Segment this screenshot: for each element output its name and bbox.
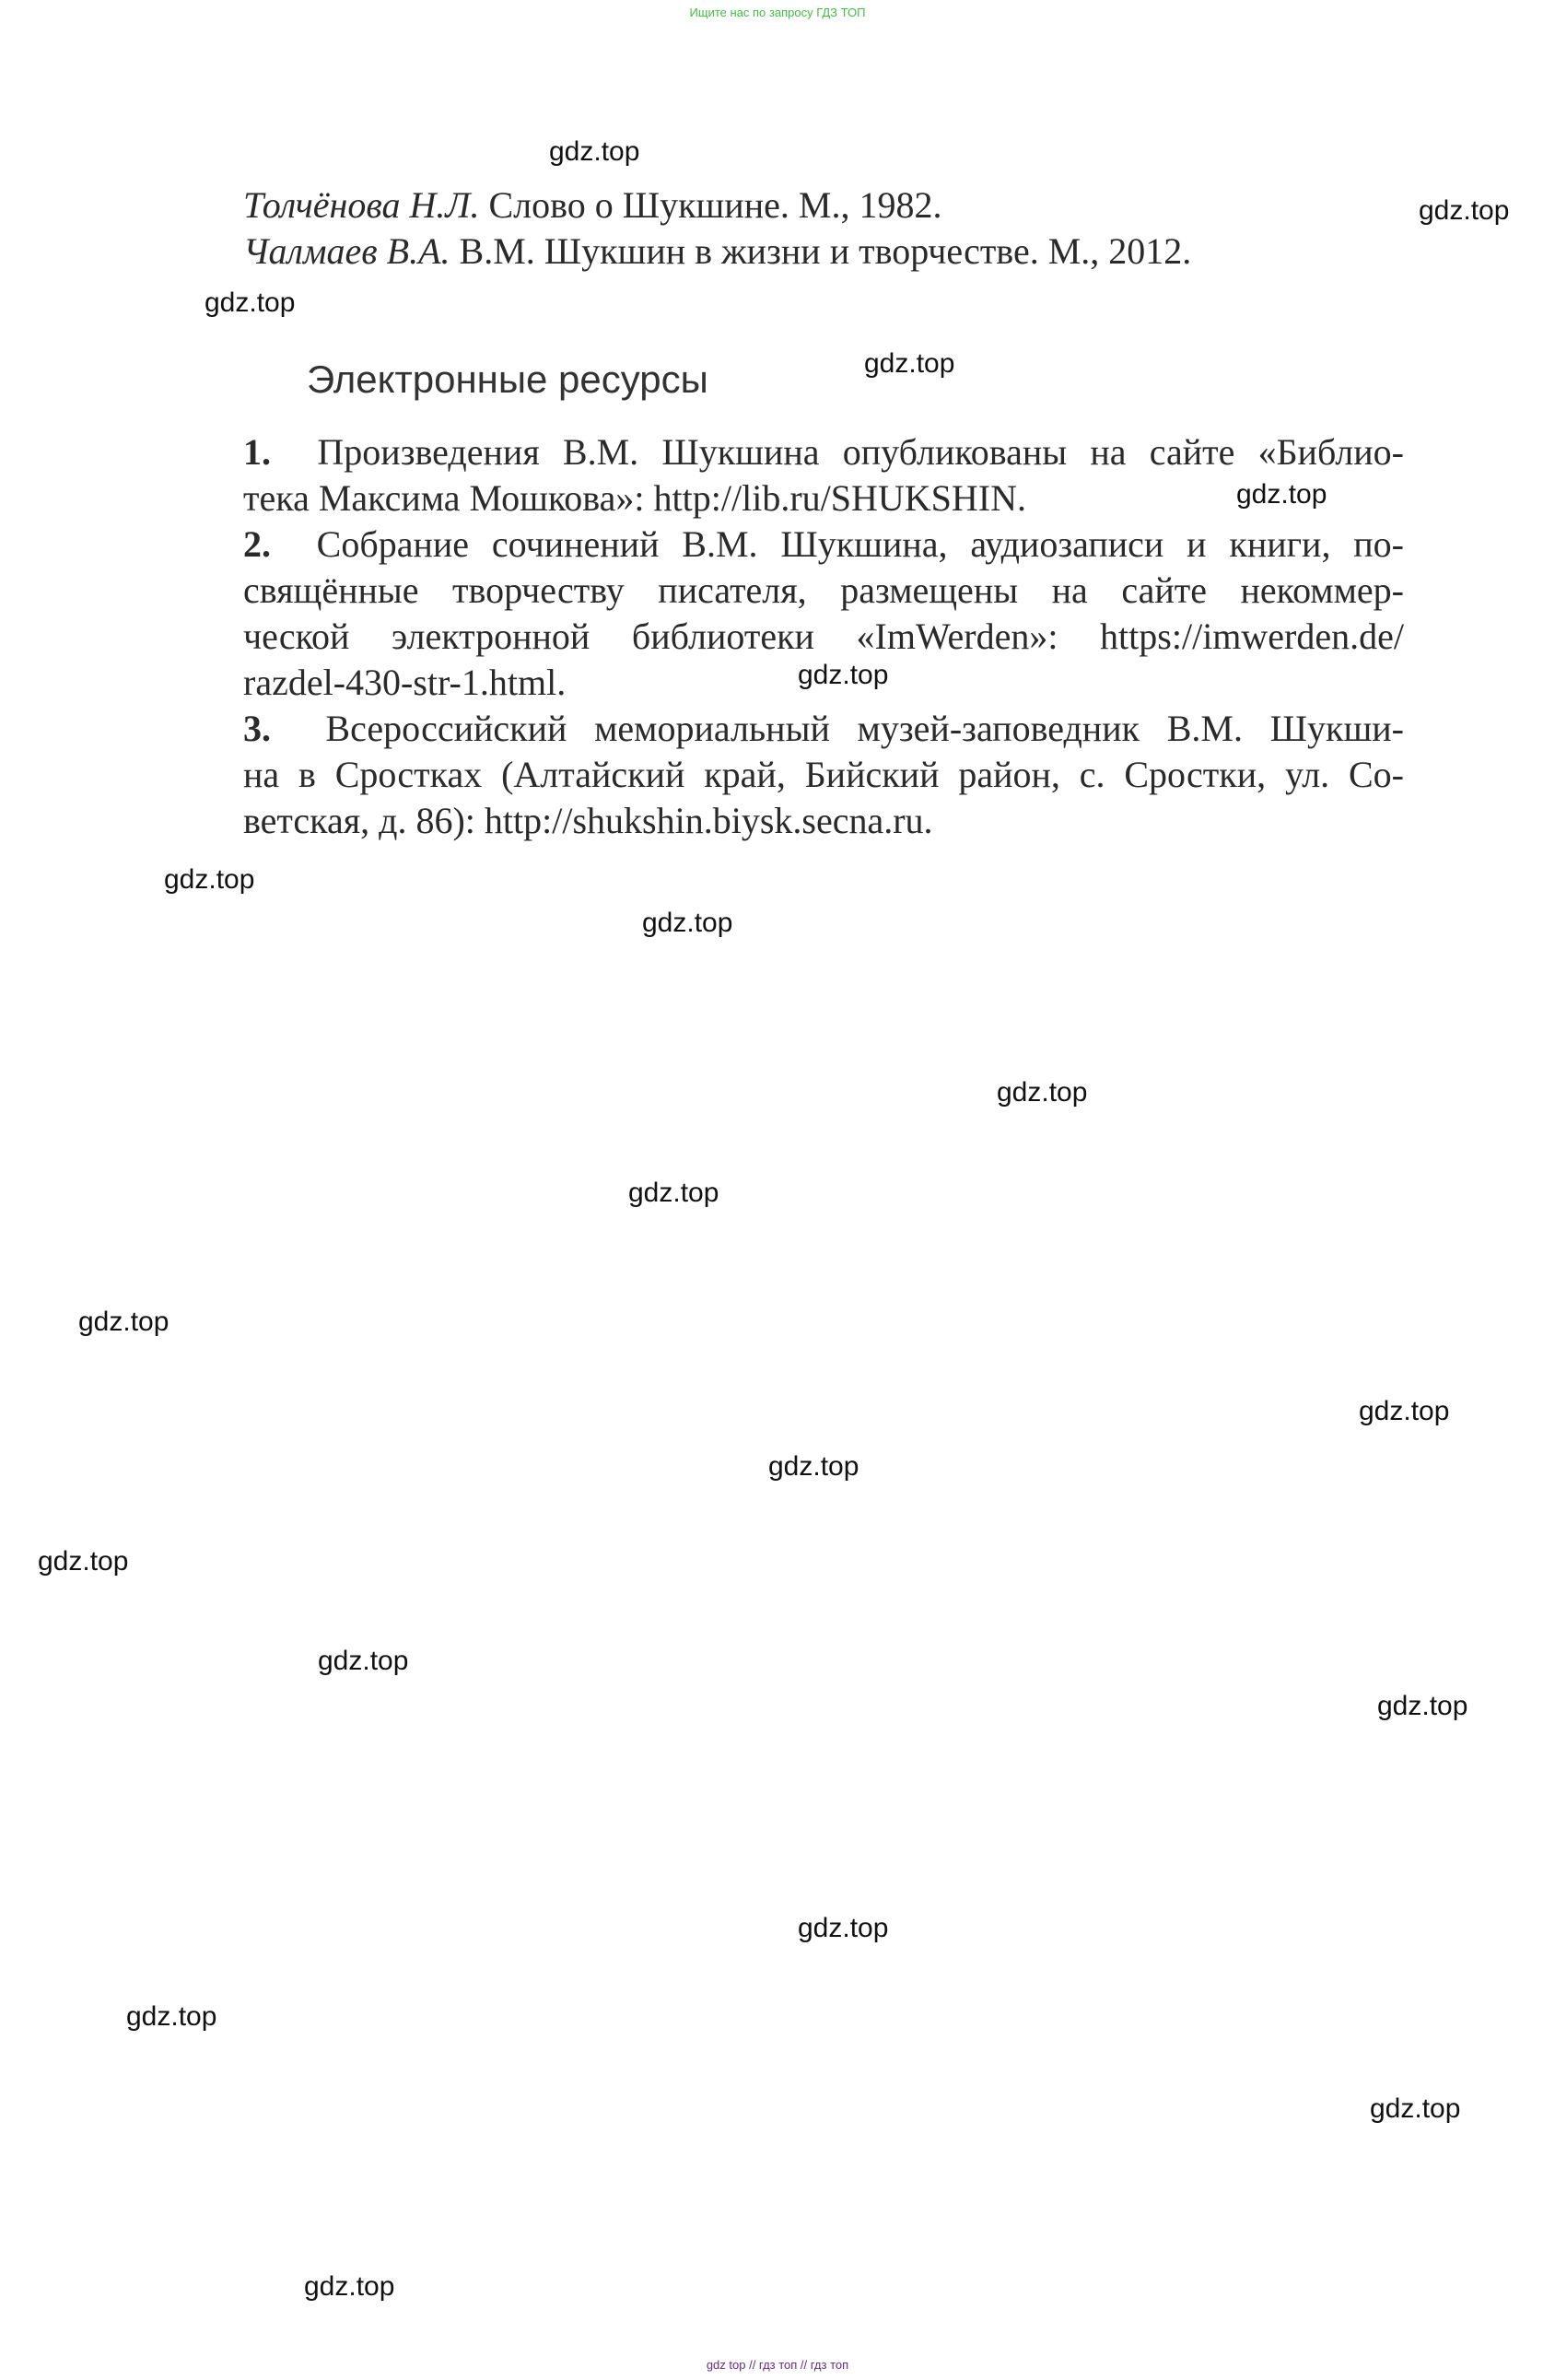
bibliography-entry <box>243 229 1191 275</box>
watermark: gdz.top <box>549 136 640 167</box>
watermark: gdz.top <box>205 287 296 318</box>
resource-number: 3. <box>243 708 271 749</box>
top-banner: Ищите нас по запросу ГДЗ ТОП <box>689 6 866 19</box>
watermark: gdz.top <box>1236 479 1327 510</box>
watermark: gdz.top <box>798 1913 889 1943</box>
resource-number: 2. <box>243 523 271 565</box>
resource-number: 1. <box>243 431 271 473</box>
resource-line: свящённые творчеству писателя, размещены на сайте некоммер- <box>243 569 1404 611</box>
resource-line: 1. Произведения В.М. Шукшина опубликованы на сайте «Библио- <box>243 431 1404 473</box>
resource-item <box>243 429 1404 522</box>
watermark: gdz.top <box>38 1546 129 1577</box>
bibliography-author: Толчёнова Н.Л. <box>243 184 480 226</box>
watermark: gdz.top <box>628 1178 719 1208</box>
resource-line: ческой электронной библиотеки «ImWerden»: https://imwerden.de/ <box>243 616 1404 657</box>
section-title: Электронные ресурсы <box>307 358 708 401</box>
watermark: gdz.top <box>798 660 889 690</box>
watermark: gdz.top <box>304 2271 395 2302</box>
resource-line: тека Максима Мошкова»: http://lib.ru/SHUKSHIN. <box>243 477 1026 519</box>
resource-line: 2. Собрание сочинений В.М. Шукшина, аудиозаписи и книги, по- <box>243 523 1405 565</box>
resource-line: razdel-430-str-1.html. <box>243 662 567 703</box>
bibliography-text: Слово о Шукшине. М., 1982. <box>479 184 942 226</box>
watermark: gdz.top <box>126 2001 217 2032</box>
watermark: gdz.top <box>78 1307 170 1337</box>
watermark: gdz.top <box>1419 195 1510 226</box>
watermark: gdz.top <box>1370 2093 1461 2124</box>
watermark: gdz.top <box>164 864 255 895</box>
bibliography-author: Чалмаев В.А. <box>243 230 450 272</box>
resource-line: ветская, д. 86): http://shukshin.biysk.secna.ru. <box>243 800 933 841</box>
watermark: gdz.top <box>997 1077 1088 1108</box>
resource-item <box>243 706 1404 844</box>
resource-line: на в Сростках (Алтайский край, Бийский район, с. Сростки, ул. Со- <box>243 754 1404 795</box>
bibliography <box>243 182 1191 275</box>
watermark: gdz.top <box>1359 1396 1450 1426</box>
bibliography-text: В.М. Шукшин в жизни и творчестве. М., 2012. <box>450 230 1192 272</box>
watermark: gdz.top <box>642 908 733 938</box>
footer: gdz top // гдз топ // гдз топ <box>706 2358 849 2372</box>
resource-line: 3. Всероссийский мемориальный музей-заповедник В.М. Шукши- <box>243 708 1404 749</box>
bibliography-entry <box>243 182 1191 229</box>
watermark: gdz.top <box>318 1646 409 1676</box>
watermark: gdz.top <box>1377 1691 1468 1721</box>
watermark: gdz.top <box>864 348 955 379</box>
resource-list <box>243 429 1404 844</box>
watermark: gdz.top <box>768 1451 859 1482</box>
